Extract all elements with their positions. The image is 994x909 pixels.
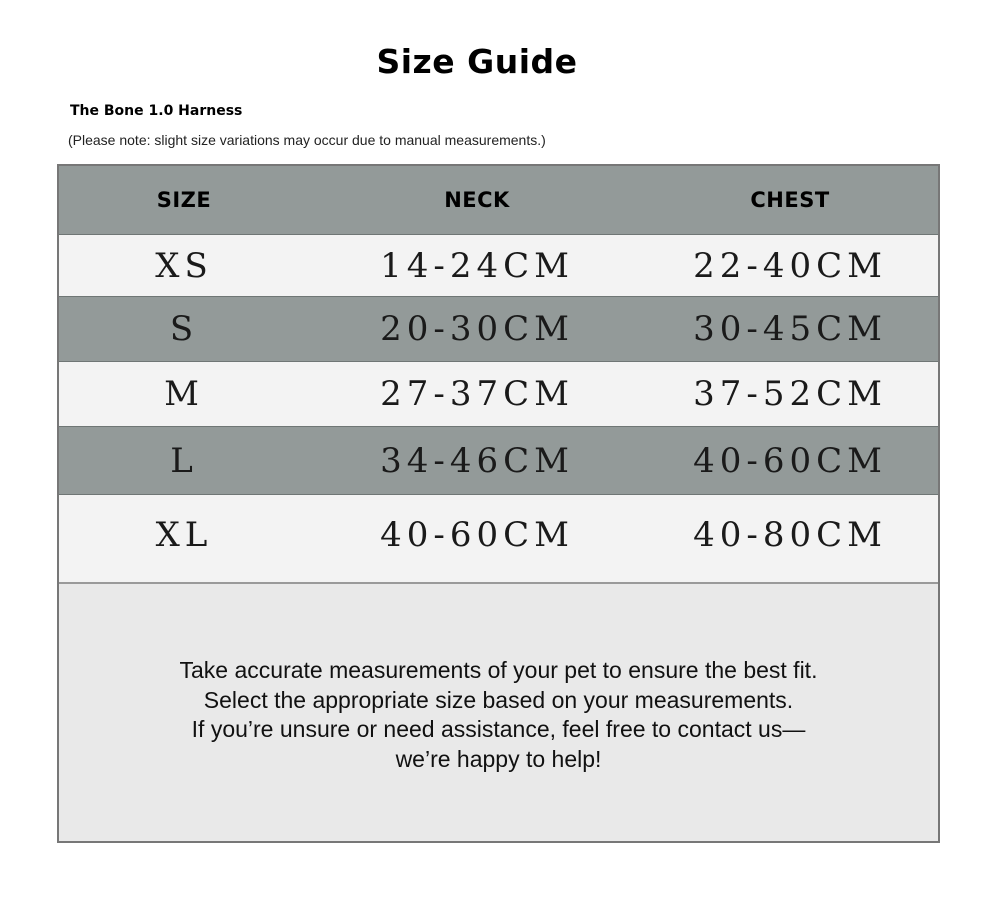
chest-cell: 40-60CM [693,440,887,481]
product-name: The Bone 1.0 Harness [70,103,243,119]
size-cell: S [169,309,199,349]
table-header-row [59,166,938,235]
table-row [59,235,938,296]
advice-line: Select the appropriate size based on your measurements. [203,686,794,713]
sizing-advice-panel [59,582,938,841]
advice-line: we’re happy to help! [395,745,602,772]
size-cell: M [164,374,204,414]
neck-cell: 34-46CM [380,440,574,481]
header-neck: NECK [444,188,510,212]
sizing-advice-text [59,656,938,774]
advice-line: Take accurate measurements of your pet to ensure the best fit. [179,657,818,683]
header-size: SIZE [156,188,212,212]
neck-cell: 27-37CM [380,374,574,414]
advice-line: If you’re unsure or need assistance, feel free to contact us— [191,716,806,742]
page-title: Size Guide [376,42,578,81]
header-chest: CHEST [750,188,830,212]
size-cell: L [170,440,198,481]
chest-cell: 22-40CM [693,245,887,286]
size-cell: XS [155,245,213,286]
size-note: (Please note: slight size variations may occur due to manual measurements.) [68,132,546,148]
table-row [59,362,938,426]
size-cell: XL [155,515,213,556]
chest-cell: 37-52CM [693,374,887,414]
neck-cell: 14-24CM [380,245,574,286]
table-row [59,296,938,362]
chest-cell: 30-45CM [693,309,887,349]
chest-cell: 40-80CM [693,515,887,556]
table-row [59,495,938,582]
table-row [59,426,938,495]
neck-cell: 40-60CM [380,515,574,556]
size-table [57,164,940,843]
neck-cell: 20-30CM [380,309,574,349]
